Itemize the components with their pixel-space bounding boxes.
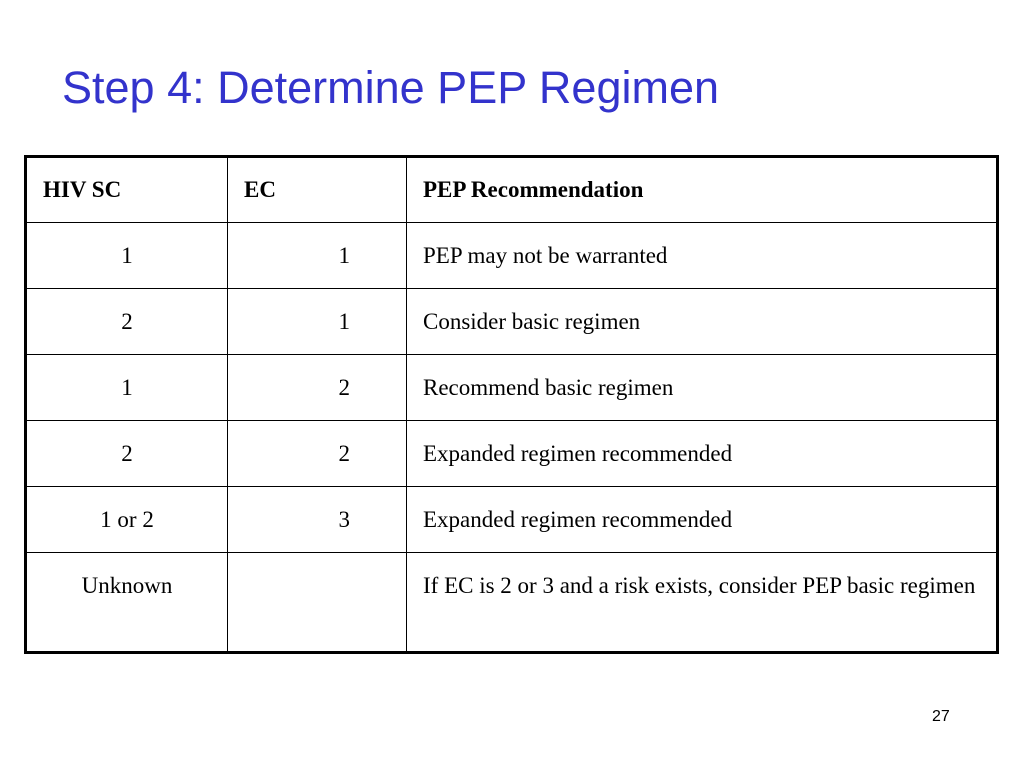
table-row xyxy=(26,487,998,553)
cell-ec: 1 xyxy=(228,289,407,355)
cell-recommendation: If EC is 2 or 3 and a risk exists, consider PEP basic regimen xyxy=(407,553,998,653)
cell-ec: 2 xyxy=(228,355,407,421)
cell-recommendation: Consider basic regimen xyxy=(407,289,998,355)
table-row xyxy=(26,553,998,653)
cell-recommendation: Expanded regimen recommended xyxy=(407,421,998,487)
cell-hiv-sc: 1 xyxy=(26,355,228,421)
cell-ec: 1 xyxy=(228,223,407,289)
cell-recommendation: Expanded regimen recommended xyxy=(407,487,998,553)
cell-hiv-sc: Unknown xyxy=(26,553,228,653)
cell-recommendation: PEP may not be warranted xyxy=(407,223,998,289)
header-hiv-sc: HIV SC xyxy=(26,157,228,223)
cell-ec xyxy=(228,553,407,653)
page-number: 27 xyxy=(932,708,950,725)
cell-hiv-sc: 1 xyxy=(26,223,228,289)
table-row xyxy=(26,289,998,355)
table-header-row xyxy=(26,157,998,223)
cell-hiv-sc: 1 or 2 xyxy=(26,487,228,553)
header-ec: EC xyxy=(228,157,407,223)
cell-ec: 3 xyxy=(228,487,407,553)
header-pep-recommendation: PEP Recommendation xyxy=(407,157,998,223)
cell-hiv-sc: 2 xyxy=(26,421,228,487)
table-row xyxy=(26,223,998,289)
table-row xyxy=(26,355,998,421)
table-row xyxy=(26,421,998,487)
slide-title: Step 4: Determine PEP Regimen xyxy=(62,62,720,113)
cell-ec: 2 xyxy=(228,421,407,487)
pep-regimen-table xyxy=(24,155,999,654)
cell-hiv-sc: 2 xyxy=(26,289,228,355)
cell-recommendation: Recommend basic regimen xyxy=(407,355,998,421)
